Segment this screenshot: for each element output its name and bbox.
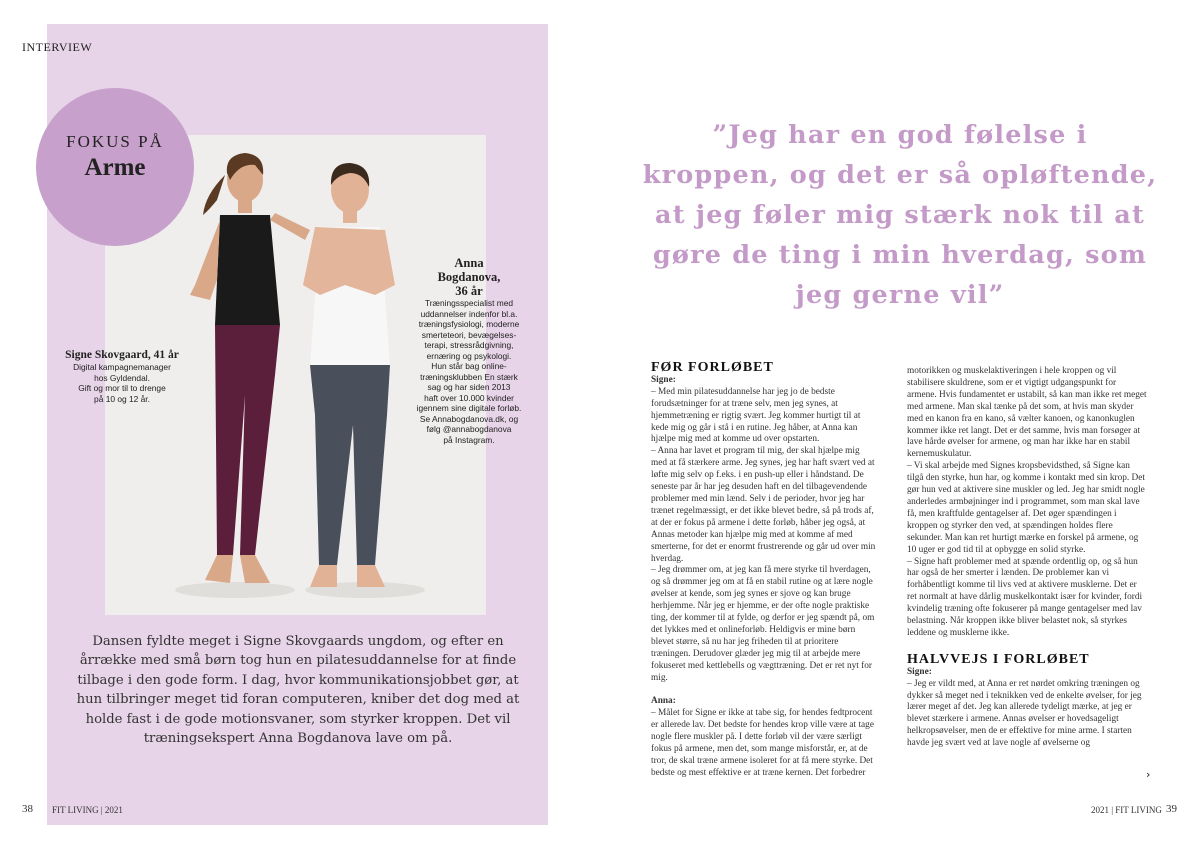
speaker-label: Anna: — [651, 696, 676, 707]
caption-line: haft over 10.000 kvinder — [424, 392, 514, 403]
speaker-label: Signe: — [651, 374, 676, 385]
body-paragraph: – Anna har lavet et program til mig, der skal hjælpe mig med at få stærkere arme. Jeg synes, jeg har haft svært ved at løfte mig selv op f.eks. i en push-up eller i håndstand. De seneste par år har jeg desuden haft en del tilbagevendende problemer med min lænd. Selv i de perioder, hvor jeg har trænet regelmæssigt, er det ikke blevet bedre, så på trods af, at der er fokus på armene i dette forløb, håber jeg også, at Annas metoder kan hjælpe mig med at komme af med smerterne, for det er enormt frustrerende og går ud over min hverdag. — [651, 446, 876, 564]
caption-line: på Instagram. — [443, 434, 495, 445]
caption-line: træningsklubben En stærk — [420, 371, 518, 382]
focus-badge-label: FOKUS PÅ — [66, 132, 164, 151]
continue-arrow-icon: › — [1146, 768, 1151, 781]
body-paragraph: – Med min pilatesuddannelse har jeg jo de bedste forudsætninger for at træne selv, men jeg synes, at hjemmetræning er rigtig svært. Jeg kommer hurtigt til at kede mig og går i stå i en rutine. Jeg håber, at Anna kan hjælpe mig med at komme ud over opstarten. — [651, 386, 861, 445]
folio-left: FIT LIVING | 2021 — [52, 805, 123, 815]
article-column-2 — [907, 366, 1147, 750]
body-paragraph: motorikken og muskelaktiveringen i hele kroppen og vil stabilisere skuldrene, som er et vigtigt udgangspunkt for armene. Hvis fundamentet er ustabilt, så kan man ikke ret meget med armene. Man skal tænke på det som, at hvis man skyder med en kanon fra en kano, så vælter kanoen, og kanonkuglen kommer ikke ret langt. Det er det samme, hvis man forsøger at lave hårde øvelser for armene, og man har ikke har en stabil kernemuskulatur. — [907, 366, 1147, 460]
anna-name-2: Bogdanova, — [437, 270, 501, 284]
body-paragraph: – Vi skal arbejde med Signes kropsbevidsthed, så Signe kan tilgå den styrke, hun har, og komme i kontakt med sin krop. Det gør hun ved at aktivere sine muskler og led. Jeg har smidt nogle anderledes armbøjninger ind i programmet, som man skal lave få, men kraftfulde gentagelser af. Det øger spændingen i kroppen og styrker den ved, at spændingen holdes flere sekunder. Man kan ret hurtigt mærke en forskel på armene, og 10 uger er god tid til at opbygge en solid styrke. — [907, 461, 1145, 555]
folio-right: 2021 | FIT LIVING — [1091, 805, 1162, 815]
caption-line: følg @annabogdanova — [426, 424, 512, 434]
caption-line: Træningsspecialist med — [424, 298, 514, 308]
caption-line: ernæring og psykologi. — [426, 350, 512, 361]
intro-paragraph: Dansen fyldte meget i Signe Skovgaards ungdom, og efter en årrække med små børn tog hun en pilatesuddannelse for at finde tilbage i den gode form. I dag, hvor kommunikationsjobbet gør, at hun tilbringer meget tid foran computeren, kniber det dog med at holde fast i de gode motionsvaner, som styrker kroppen. Det vil træningsekspert Anna Bogdanova lave om på. — [76, 634, 520, 747]
anna-name-1: Anna — [454, 256, 484, 270]
body-paragraph: – Jeg er vildt med, at Anna er ret nørdet omkring træningen og dykker så meget ned i teknikken ved de enkelte øvelser, for jeg lærer meget af det. Jeg kan allerede tydeligt mærke, at jeg er blevet stærkere i armene. Annas øvelser er hovedsageligt helkropsøvelser, men de er effektive for mine arme. I starten havde jeg svært ved at lave nogle af øvelserne og — [907, 678, 1142, 749]
caption-line: Digital kampagnemanager — [73, 362, 171, 372]
caption-line: Hun står bag online- — [431, 361, 507, 371]
page-number-left: 38 — [22, 803, 33, 815]
section-heading-before: FØR FORLØBET — [651, 360, 774, 375]
section-heading-halfway: HALVVEJS I FORLØBET — [907, 651, 1090, 667]
body-paragraph: – Signe haft problemer med at spænde ordentlig op, og så hun har også de her smerter i lænden. De problemer kan vi forhåbentligt komme til livs ved at aktivere musklerne. Det er ret normalt at have dårlig muskelkontakt især for kvinder, fordi kvindelig træning ofte fokuserer på mange gentagelser med lav belastning. Når kroppen ikke bliver belastet nok, så styrkes leddene og musklerne ikke. — [907, 556, 1143, 638]
caption-line: terapi, stressrådgivning, — [424, 340, 514, 350]
caption-line: sag og har siden 2013 — [427, 382, 511, 392]
signe-caption — [60, 348, 184, 404]
caption-line: igennem sine digitale forløb. — [416, 403, 522, 413]
article-column-1 — [651, 362, 876, 780]
body-paragraph: – Målet for Signe er ikke at tabe sig, for hendes fedtprocent er allerede lav. Det bedste for hendes krop ville være at tage nogle flere muskler på. I dette forløb vil der være særligt fokus på armene, men det, som mange misforstår, er, at de tror, de skal træne armene isoleret for at få mere styrke. Det bedste og mest effektive er at træne kernen. Det forbedrer — [651, 708, 874, 778]
anna-name-3: 36 år — [455, 284, 483, 298]
focus-badge — [36, 88, 194, 246]
caption-line: Se Annabogdanova.dk, og — [419, 413, 519, 424]
signe-name: Signe Skovgaard, 41 år — [65, 349, 179, 361]
page-number-right: 39 — [1166, 803, 1177, 815]
body-paragraph: – Jeg drømmer om, at jeg kan få mere styrke til hverdagen, og så drømmer jeg om at få en stabil rutine og at lære nogle øvelser at kende, som jeg synes er sjove og kan bruge herhjemme. Når jeg er hjemme, er der ofte nogle praktiske ting, der kommer til at fylde, og derfor er jeg spændt på, om det lykkes med et onlineforløb. Heldigvis er mine børn blevet større, så nu har jeg friheden til at prioritere træningen. Derudover glæder jeg mig til at arbejde mere fokuseret med kettlebells og vægttræning. Det er ret nyt for mig. — [651, 565, 875, 683]
caption-line: på 10 og 12 år. — [94, 393, 150, 404]
speaker-label: Signe: — [907, 666, 932, 677]
section-tag: INTERVIEW — [22, 40, 93, 54]
pull-quote: ”Jeg har en god følelse i kroppen, og det er så opløftende, at jeg føler mig stærk nok til at gøre de ting i min hverdag, som jeg gerne vil” — [642, 120, 1158, 310]
caption-line: hos Gyldendal. — [94, 372, 150, 383]
caption-line: smerteteori, bevægelses- — [421, 329, 517, 340]
caption-line: Gift og mor til to drenge — [78, 383, 166, 393]
caption-line: uddannelser indenfor bl.a. — [420, 308, 518, 319]
focus-badge-title: Arme — [84, 154, 146, 181]
anna-caption — [412, 256, 526, 445]
caption-line: træningsfysiologi, moderne — [418, 319, 520, 329]
